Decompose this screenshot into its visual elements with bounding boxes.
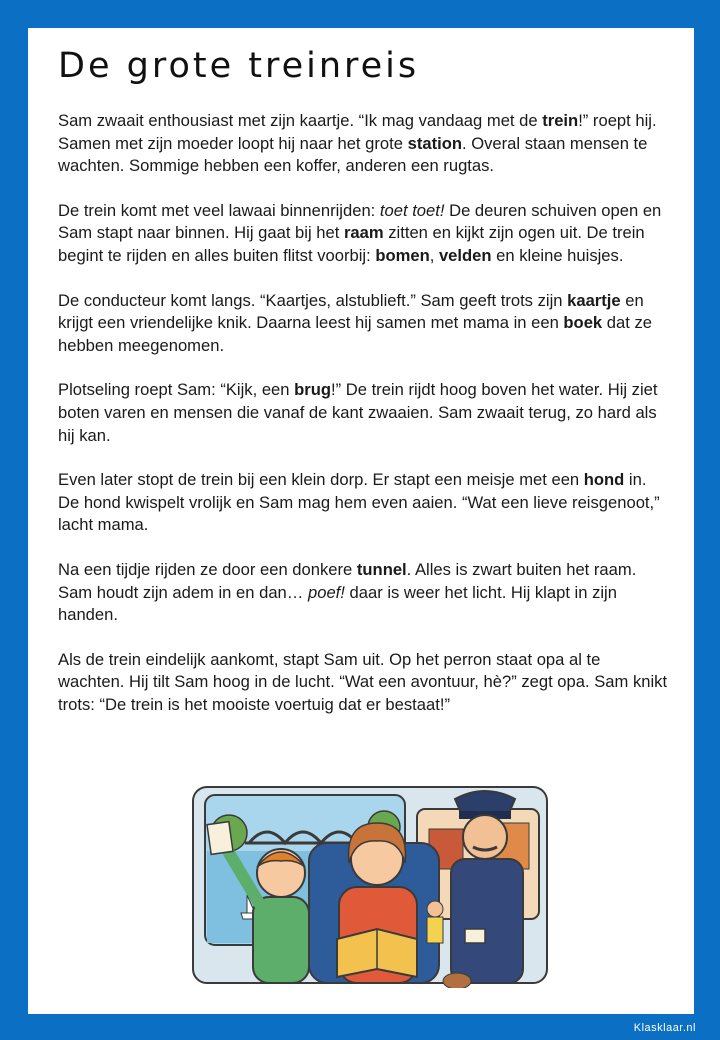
story-text bbox=[58, 110, 670, 738]
sound-poef: poef! bbox=[307, 582, 345, 602]
paragraph-7: Als de trein eindelijk aankomt, stapt Sam uit. Op het perron staat opa al te wachten. Hij tilt Sam hoog in de lucht. “Wat een avontuur, hè?” zegt opa. Sam knikt trots: “De trein is het mooiste voertuig dat er bestaat!” bbox=[58, 649, 668, 714]
keyword-tunnel: tunnel bbox=[356, 559, 407, 579]
keyword-brug: brug bbox=[294, 380, 331, 400]
keyword-trein: trein bbox=[542, 111, 579, 130]
page-title: De grote treinreis bbox=[58, 46, 420, 86]
keyword-kaartje: kaartje bbox=[567, 290, 621, 310]
keyword-bomen: bomen bbox=[375, 245, 430, 265]
paragraph-4: Plotseling roept Sam: “Kijk, een brug!” De trein rijdt hoog boven het water. Hij ziet boten varen en mensen die vanaf de kant zwaaien. Sam zwaait terug, zo hard als hij kan. bbox=[58, 380, 658, 445]
paragraph-5: Even later stopt de trein bij een klein dorp. Er stapt een meisje met een hond in. De hond kwispelt vrolijk en Sam mag hem even aaien. “Wat een lieve reisgenoot,” lacht mama. bbox=[58, 470, 660, 535]
train-illustration bbox=[189, 763, 551, 988]
paragraph-3: De conducteur komt langs. “Kaartjes, alstublieft.” Sam geeft trots zijn kaartje en krijgt een vriendelijke knik. Daarna leest hij samen met mama in een boek dat ze hebben meegenomen. bbox=[58, 290, 652, 355]
worksheet-page bbox=[28, 28, 694, 1014]
site-footer: Klasklaar.nl bbox=[633, 1022, 696, 1034]
keyword-station: station bbox=[407, 133, 462, 153]
paragraph-1: Sam zwaait enthousiast met zijn kaartje. “Ik mag vandaag met de trein!” roept hij. Samen met zijn moeder loopt hij naar het grote station. Overal staan mensen te wachten. Sommige hebben een koffer, anderen een rugtas. bbox=[58, 111, 657, 176]
keyword-raam: raam bbox=[343, 223, 384, 243]
paragraph-6: Na een tijdje rijden ze door een donkere tunnel. Alles is zwart buiten het raam. Sam houdt zijn adem in en dan… poef! daar is weer het licht. Hij klapt in zijn handen. bbox=[58, 559, 637, 625]
keyword-boek: boek bbox=[563, 313, 603, 333]
sound-toet: toet toet! bbox=[379, 200, 445, 220]
paragraph-2: De trein komt met veel lawaai binnenrijden: toet toet! De deuren schuiven open en Sam stapt naar binnen. Hij gaat bij het raam zitten en kijkt zijn ogen uit. De trein begint te rijden en alles buiten flitst voorbij: bomen, velden en kleine huisjes. bbox=[58, 200, 662, 265]
keyword-velden: velden bbox=[438, 245, 492, 265]
keyword-hond: hond bbox=[583, 470, 625, 490]
